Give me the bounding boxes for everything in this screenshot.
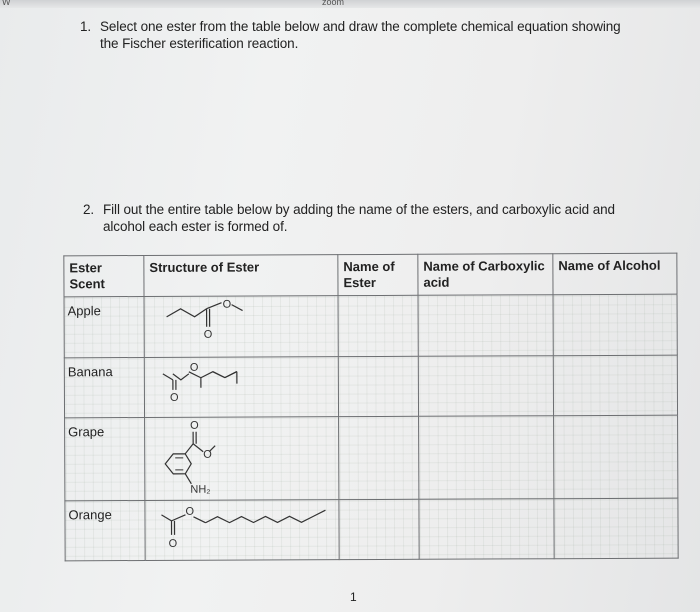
top-fragment-center: zoom xyxy=(322,0,345,7)
structure-cell xyxy=(145,417,339,501)
scent-cell: Banana xyxy=(64,357,144,417)
carboxylic-acid-cell[interactable] xyxy=(419,416,554,500)
structure-label: O xyxy=(222,298,232,311)
structure-label: O xyxy=(169,391,179,404)
scent-cell: Apple xyxy=(64,296,144,357)
orange-ester-structure xyxy=(145,500,339,561)
structure-label: O xyxy=(168,537,178,550)
scent-cell: Orange xyxy=(65,500,145,560)
question-text-line: Fill out the entire table below by adding the name of the esters, and carboxylic acid and xyxy=(103,202,615,217)
structure-label: O xyxy=(203,448,212,461)
structure-label: O xyxy=(190,419,199,432)
table-row xyxy=(64,294,677,358)
question-1 xyxy=(80,18,680,58)
header-carboxylic-acid: Name of Carboxylic acid xyxy=(418,254,553,296)
header-structure: Structure of Ester xyxy=(144,255,338,297)
structure-label: O xyxy=(185,505,195,518)
structure-cell xyxy=(144,296,338,358)
question-number: 1. xyxy=(80,19,92,34)
scent-cell: Grape xyxy=(65,417,145,500)
table-row xyxy=(64,355,677,418)
carboxylic-acid-cell[interactable] xyxy=(419,499,554,560)
carboxylic-acid-cell[interactable] xyxy=(418,356,553,417)
structure-label: NH₂ xyxy=(190,483,211,496)
header-ester-scent: Ester Scent xyxy=(64,255,144,296)
alcohol-cell[interactable] xyxy=(554,415,678,499)
question-number: 2. xyxy=(83,202,95,217)
alcohol-cell[interactable] xyxy=(554,498,678,559)
question-2 xyxy=(83,201,683,241)
page-number: 1 xyxy=(350,590,357,604)
ester-table xyxy=(63,253,678,562)
ester-name-cell[interactable] xyxy=(339,499,419,559)
ester-name-cell[interactable] xyxy=(338,356,418,416)
table-row xyxy=(65,498,678,561)
ester-name-cell[interactable] xyxy=(338,295,418,356)
grape-ester-structure xyxy=(145,417,339,501)
header-ester-name: Name of Ester xyxy=(338,254,418,295)
top-edge-strip xyxy=(0,0,700,8)
alcohol-cell[interactable] xyxy=(553,294,677,356)
structure-label: O xyxy=(203,328,213,341)
question-text-line: Select one ester from the table below and draw the complete chemical equation showing xyxy=(100,19,621,34)
question-text-line: the Fischer esterification reaction. xyxy=(100,36,299,51)
structure-label: O xyxy=(189,361,199,374)
structure-cell xyxy=(145,500,339,561)
alcohol-cell[interactable] xyxy=(553,355,677,416)
banana-ester-structure xyxy=(145,357,339,418)
header-alcohol: Name of Alcohol xyxy=(553,253,677,295)
structure-cell xyxy=(144,357,338,418)
top-fragment-left: W xyxy=(2,0,11,7)
question-text-line: alcohol each ester is formed of. xyxy=(103,219,288,234)
ester-name-cell[interactable] xyxy=(339,416,419,499)
apple-ester-structure xyxy=(145,296,339,358)
table-row xyxy=(65,415,678,501)
table-header-row xyxy=(64,253,677,297)
carboxylic-acid-cell[interactable] xyxy=(418,295,553,357)
